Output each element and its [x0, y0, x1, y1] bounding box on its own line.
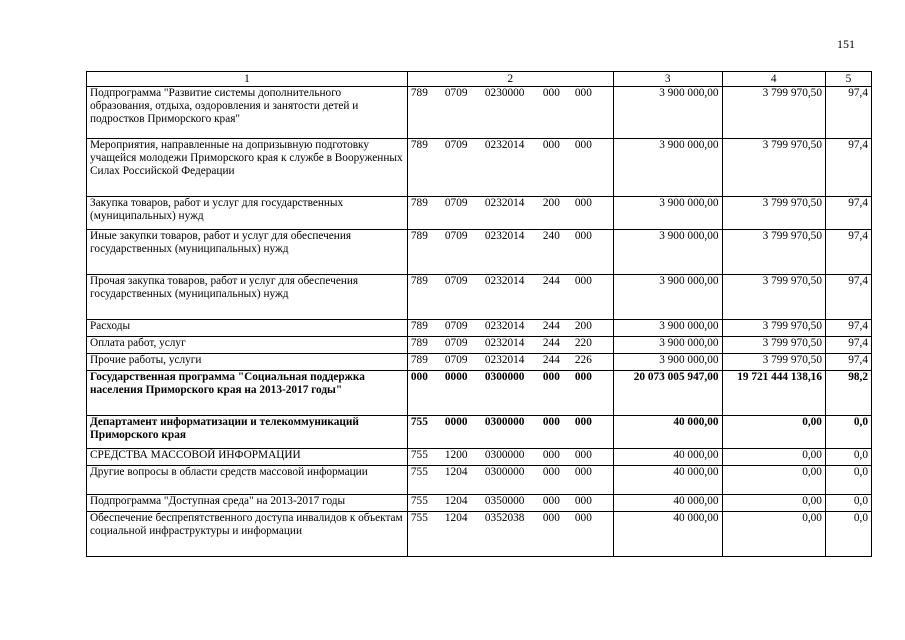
code-kosgu: 000 — [574, 139, 592, 151]
row-name-cell: Подпрограмма "Развитие системы дополнительного образования, отдыха, оздоровления и занятости детей и подростков Приморского края" — [87, 87, 408, 139]
code-expense-type: 000 — [542, 495, 560, 507]
row-code-cell — [407, 495, 613, 512]
header-cell-3: 3 — [613, 72, 722, 87]
percent-cell: 0,0 — [825, 495, 871, 512]
fact-amount-cell: 3 799 970,50 — [722, 275, 825, 320]
plan-amount-cell: 40 000,00 — [613, 495, 722, 512]
code-target-article: 0352038 — [484, 512, 525, 524]
code-section: 0000 — [444, 371, 468, 383]
table-row — [87, 320, 872, 337]
code-section: 0709 — [444, 230, 468, 242]
fact-amount-cell: 3 799 970,50 — [722, 230, 825, 275]
percent-cell: 0,0 — [825, 512, 871, 557]
code-target-article: 0300000 — [484, 371, 525, 383]
code-target-article: 0232014 — [484, 230, 525, 242]
row-name-cell: СРЕДСТВА МАССОВОЙ ИНФОРМАЦИИ — [87, 449, 408, 466]
code-expense-type: 000 — [542, 466, 560, 478]
fact-amount-cell: 0,00 — [722, 449, 825, 466]
code-expense-type: 000 — [542, 139, 560, 151]
code-target-article: 0350000 — [484, 495, 525, 507]
row-code-cell — [407, 337, 613, 354]
row-name-cell: Государственная программа "Социальная поддержка населения Приморского края на 2013-2017 годы" — [87, 371, 408, 416]
table-row — [87, 230, 872, 275]
table-row — [87, 466, 872, 495]
plan-amount-cell: 3 900 000,00 — [613, 354, 722, 371]
code-target-article: 0232014 — [484, 275, 525, 287]
percent-cell: 98,2 — [825, 371, 871, 416]
code-kosgu: 000 — [574, 197, 592, 209]
code-ved: 789 — [410, 337, 428, 349]
code-section: 0709 — [444, 354, 468, 366]
header-cell-1: 1 — [87, 72, 408, 87]
table-row — [87, 354, 872, 371]
code-kosgu: 200 — [574, 320, 592, 332]
fact-amount-cell: 0,00 — [722, 416, 825, 449]
code-expense-type: 000 — [542, 371, 560, 383]
code-ved: 789 — [410, 354, 428, 366]
code-kosgu: 000 — [574, 416, 592, 428]
row-code-cell — [407, 371, 613, 416]
percent-cell: 0,0 — [825, 449, 871, 466]
header-cell-2: 2 — [407, 72, 613, 87]
code-ved: 000 — [410, 371, 428, 383]
code-expense-type: 000 — [542, 87, 560, 99]
code-ved: 789 — [410, 230, 428, 242]
code-kosgu: 000 — [574, 512, 592, 524]
code-expense-type: 000 — [542, 416, 560, 428]
code-ved: 789 — [410, 320, 428, 332]
code-ved: 755 — [410, 449, 428, 461]
code-kosgu: 000 — [574, 275, 592, 287]
table-row — [87, 139, 872, 197]
row-code-cell — [407, 512, 613, 557]
header-cell-5: 5 — [825, 72, 871, 87]
code-ved: 789 — [410, 275, 428, 287]
fact-amount-cell: 0,00 — [722, 466, 825, 495]
code-expense-type: 244 — [542, 354, 560, 366]
row-name-cell: Оплата работ, услуг — [87, 337, 408, 354]
row-name-cell: Департамент информатизации и телекоммуникаций Приморского края — [87, 416, 408, 449]
row-name-cell: Прочие работы, услуги — [87, 354, 408, 371]
percent-cell: 97,4 — [825, 230, 871, 275]
table-header-row — [87, 72, 872, 87]
code-kosgu: 000 — [574, 495, 592, 507]
row-code-cell — [407, 87, 613, 139]
percent-cell: 97,4 — [825, 275, 871, 320]
code-section: 0709 — [444, 320, 468, 332]
code-kosgu: 000 — [574, 449, 592, 461]
row-code-cell — [407, 320, 613, 337]
code-section: 0709 — [444, 275, 468, 287]
code-target-article: 0232014 — [484, 139, 525, 151]
code-expense-type: 000 — [542, 512, 560, 524]
row-code-cell — [407, 230, 613, 275]
plan-amount-cell: 3 900 000,00 — [613, 320, 722, 337]
code-section: 1204 — [444, 512, 468, 524]
row-name-cell: Обеспечение беспрепятственного доступа инвалидов к объектам социальной инфраструктуры и информации — [87, 512, 408, 557]
fact-amount-cell: 3 799 970,50 — [722, 139, 825, 197]
table-row — [87, 371, 872, 416]
plan-amount-cell: 3 900 000,00 — [613, 275, 722, 320]
code-ved: 755 — [410, 416, 428, 428]
fact-amount-cell: 0,00 — [722, 495, 825, 512]
fact-amount-cell: 3 799 970,50 — [722, 337, 825, 354]
code-target-article: 0300000 — [484, 466, 525, 478]
code-kosgu: 226 — [574, 354, 592, 366]
code-ved: 789 — [410, 139, 428, 151]
plan-amount-cell: 3 900 000,00 — [613, 197, 722, 230]
row-code-cell — [407, 139, 613, 197]
plan-amount-cell: 40 000,00 — [613, 466, 722, 495]
row-name-cell: Мероприятия, направленные на допризывную подготовку учащейся молодежи Приморского края к службе в Вооруженных Силах Российской Федерации — [87, 139, 408, 197]
plan-amount-cell: 40 000,00 — [613, 512, 722, 557]
code-kosgu: 000 — [574, 230, 592, 242]
code-target-article: 0230000 — [484, 87, 525, 99]
code-target-article: 0232014 — [484, 337, 525, 349]
fact-amount-cell: 19 721 444 138,16 — [722, 371, 825, 416]
percent-cell: 97,4 — [825, 87, 871, 139]
plan-amount-cell: 3 900 000,00 — [613, 87, 722, 139]
fact-amount-cell: 3 799 970,50 — [722, 354, 825, 371]
code-kosgu: 000 — [574, 371, 592, 383]
plan-amount-cell: 20 073 005 947,00 — [613, 371, 722, 416]
code-ved: 789 — [410, 87, 428, 99]
row-name-cell: Иные закупки товаров, работ и услуг для обеспечения государственных (муниципальных) нужд — [87, 230, 408, 275]
percent-cell: 0,0 — [825, 416, 871, 449]
percent-cell: 97,4 — [825, 337, 871, 354]
code-expense-type: 244 — [542, 320, 560, 332]
code-section: 1204 — [444, 495, 468, 507]
plan-amount-cell: 40 000,00 — [613, 416, 722, 449]
row-code-cell — [407, 197, 613, 230]
row-code-cell — [407, 275, 613, 320]
code-kosgu: 000 — [574, 87, 592, 99]
code-section: 0000 — [444, 416, 468, 428]
table-row — [87, 495, 872, 512]
code-section: 1200 — [444, 449, 468, 461]
code-section: 0709 — [444, 197, 468, 209]
code-section: 0709 — [444, 139, 468, 151]
row-code-cell — [407, 354, 613, 371]
code-kosgu: 220 — [574, 337, 592, 349]
code-ved: 755 — [410, 495, 428, 507]
code-target-article: 0300000 — [484, 416, 525, 428]
table-row — [87, 275, 872, 320]
code-target-article: 0232014 — [484, 320, 525, 332]
plan-amount-cell: 40 000,00 — [613, 449, 722, 466]
code-section: 0709 — [444, 337, 468, 349]
row-code-cell — [407, 449, 613, 466]
code-target-article: 0300000 — [484, 449, 525, 461]
table-row — [87, 449, 872, 466]
percent-cell: 97,4 — [825, 354, 871, 371]
row-code-cell — [407, 416, 613, 449]
row-code-cell — [407, 466, 613, 495]
code-ved: 755 — [410, 466, 428, 478]
code-ved: 789 — [410, 197, 428, 209]
code-section: 1204 — [444, 466, 468, 478]
code-expense-type: 200 — [542, 197, 560, 209]
percent-cell: 0,0 — [825, 466, 871, 495]
page-number: 151 — [837, 37, 855, 51]
budget-table — [86, 71, 872, 557]
code-target-article: 0232014 — [484, 354, 525, 366]
table-row — [87, 87, 872, 139]
percent-cell: 97,4 — [825, 197, 871, 230]
fact-amount-cell: 3 799 970,50 — [722, 320, 825, 337]
table-row — [87, 512, 872, 557]
fact-amount-cell: 3 799 970,50 — [722, 197, 825, 230]
code-kosgu: 000 — [574, 466, 592, 478]
percent-cell: 97,4 — [825, 139, 871, 197]
fact-amount-cell: 3 799 970,50 — [722, 87, 825, 139]
plan-amount-cell: 3 900 000,00 — [613, 230, 722, 275]
plan-amount-cell: 3 900 000,00 — [613, 337, 722, 354]
code-expense-type: 240 — [542, 230, 560, 242]
row-name-cell: Подпрограмма "Доступная среда" на 2013-2017 годы — [87, 495, 408, 512]
code-ved: 755 — [410, 512, 428, 524]
row-name-cell: Прочая закупка товаров, работ и услуг для обеспечения государственных (муниципальных) нужд — [87, 275, 408, 320]
plan-amount-cell: 3 900 000,00 — [613, 139, 722, 197]
code-expense-type: 244 — [542, 275, 560, 287]
row-name-cell: Расходы — [87, 320, 408, 337]
code-section: 0709 — [444, 87, 468, 99]
table-row — [87, 416, 872, 449]
table-row — [87, 197, 872, 230]
code-expense-type: 000 — [542, 449, 560, 461]
code-target-article: 0232014 — [484, 197, 525, 209]
percent-cell: 97,4 — [825, 320, 871, 337]
table-row — [87, 337, 872, 354]
code-expense-type: 244 — [542, 337, 560, 349]
fact-amount-cell: 0,00 — [722, 512, 825, 557]
row-name-cell: Закупка товаров, работ и услуг для государственных (муниципальных) нужд — [87, 197, 408, 230]
header-cell-4: 4 — [722, 72, 825, 87]
row-name-cell: Другие вопросы в области средств массовой информации — [87, 466, 408, 495]
